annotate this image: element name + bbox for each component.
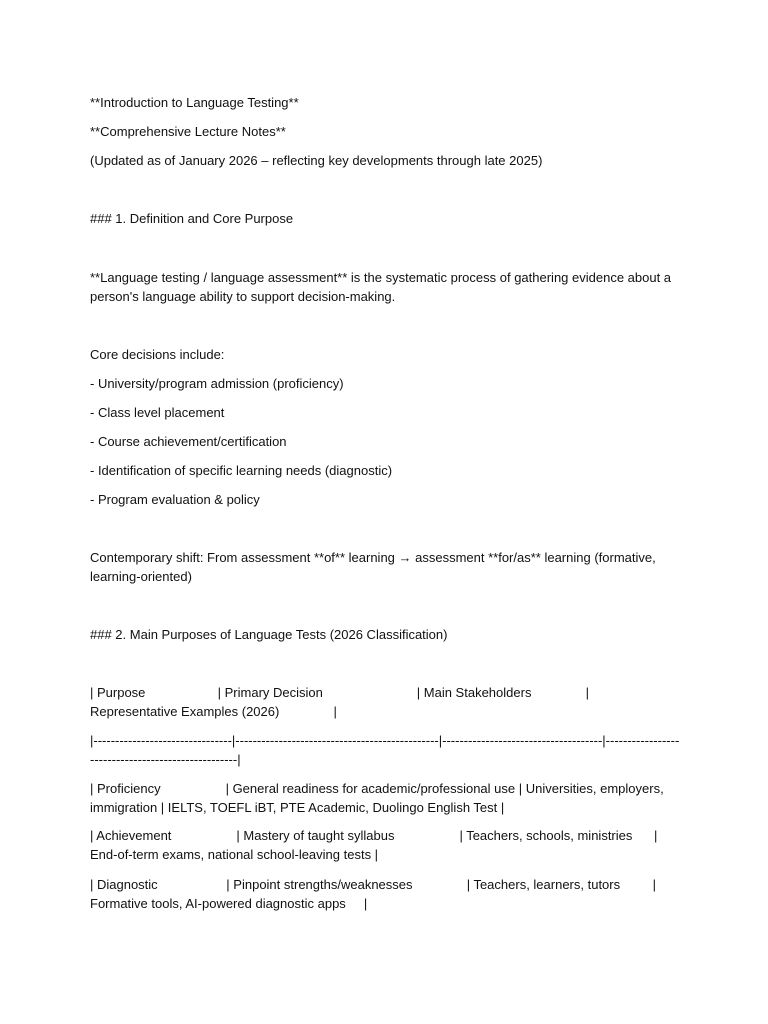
list-item: - Course achievement/certification bbox=[90, 434, 287, 449]
table-row: | Diagnostic | Pinpoint strengths/weaknesses | Teachers, learners, tutors | Formative tools, AI-powered diagnostic apps | bbox=[90, 877, 660, 911]
section-2-heading: ### 2. Main Purposes of Language Tests (2026 Classification) bbox=[90, 627, 448, 642]
contemporary-shift-paragraph: Contemporary shift: From assessment **of** learning → assessment **for/as** learning (formative, learning-oriented) bbox=[90, 550, 660, 584]
document-title: **Introduction to Language Testing** bbox=[90, 95, 299, 110]
definition-paragraph: **Language testing / language assessment** is the systematic process of gathering evidence about a person's language ability to support decision-making. bbox=[90, 270, 675, 304]
document-subtitle: **Comprehensive Lecture Notes** bbox=[90, 124, 286, 139]
table-row: | Proficiency | General readiness for academic/professional use | Universities, employers, immigration | IELTS, TOEFL iBT, PTE Academic, Duolingo English Test | bbox=[90, 781, 668, 815]
table-header-row: | Purpose | Primary Decision | Main Stakeholders | Representative Examples (2026) | bbox=[90, 685, 593, 719]
list-item: - Identification of specific learning needs (diagnostic) bbox=[90, 463, 393, 478]
table-separator-row: |--------------------------------|-----------------------------------------------|-------------------------------------|---------------------------------------------------| bbox=[90, 733, 680, 767]
list-item: - Program evaluation & policy bbox=[90, 492, 260, 507]
table-row: | Achievement | Mastery of taught syllabus | Teachers, schools, ministries | End-of-term exams, national school-leaving tests | bbox=[90, 828, 662, 862]
section-1-heading: ### 1. Definition and Core Purpose bbox=[90, 211, 294, 226]
decisions-intro: Core decisions include: bbox=[90, 347, 225, 362]
updated-note: (Updated as of January 2026 – reflecting key developments through late 2025) bbox=[90, 153, 543, 168]
list-item: - University/program admission (proficiency) bbox=[90, 376, 344, 391]
list-item: - Class level placement bbox=[90, 405, 225, 420]
